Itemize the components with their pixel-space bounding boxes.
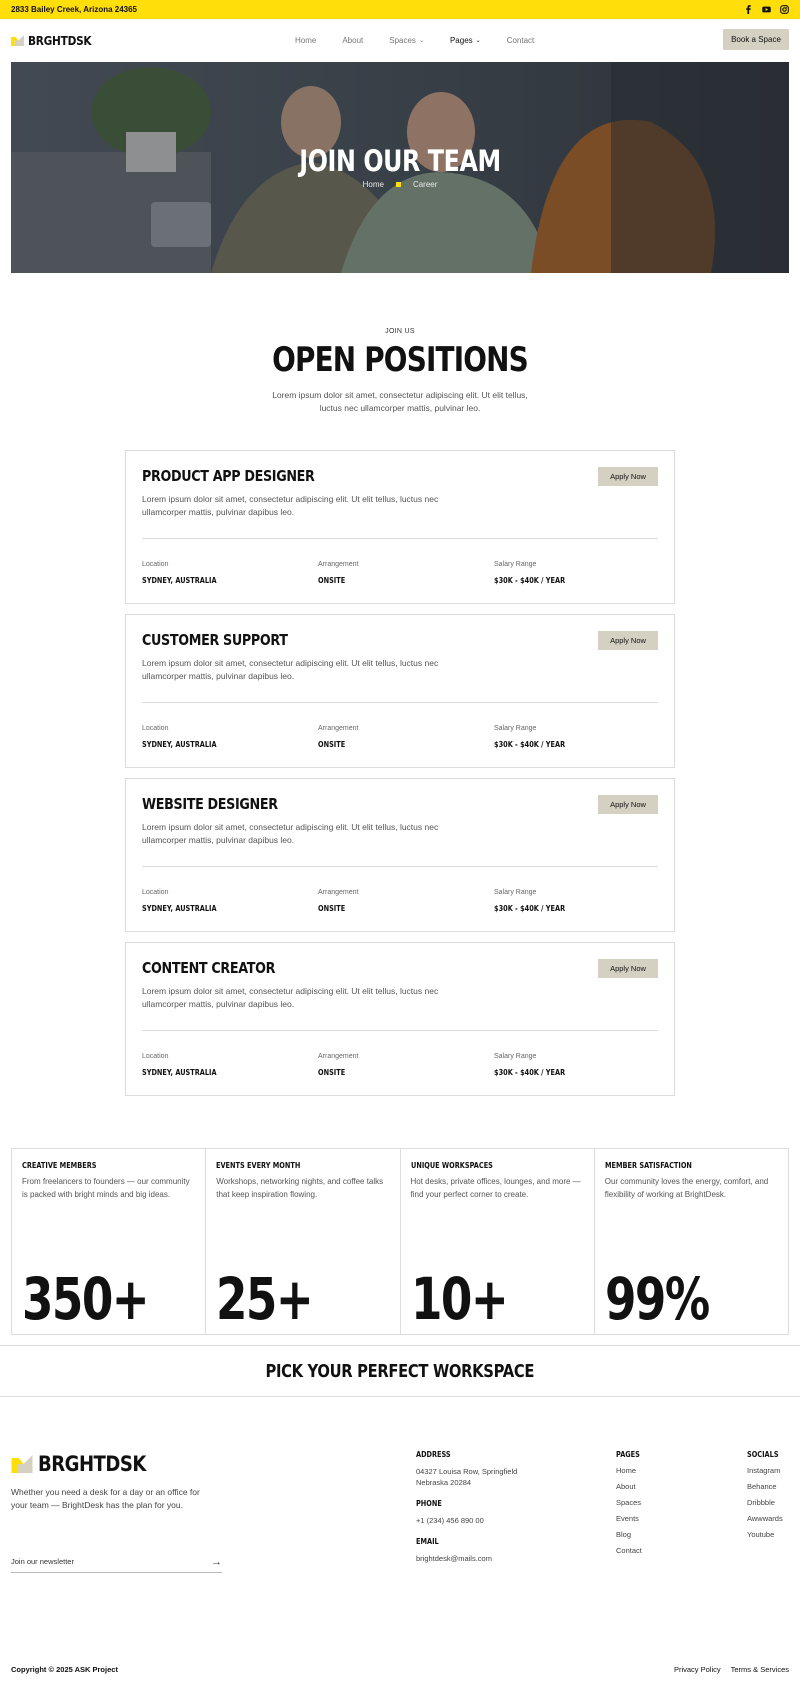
job-card bbox=[125, 614, 675, 768]
top-bar bbox=[0, 0, 800, 19]
meta-label: Location bbox=[142, 561, 169, 568]
footer-phone[interactable]: +1 (234) 456 890 00 bbox=[416, 1516, 484, 1525]
stat-value: 99% bbox=[604, 1265, 709, 1333]
meta-value: ONSITE bbox=[318, 1068, 346, 1077]
meta-value: SYDNEY, AUSTRALIA bbox=[142, 576, 217, 585]
job-title: PRODUCT APP DESIGNER bbox=[142, 467, 315, 485]
apply-now-button[interactable]: Apply Now bbox=[598, 467, 658, 486]
address-line: Nebraska 20284 bbox=[416, 1478, 472, 1487]
terms-link[interactable]: Terms & Services bbox=[730, 1665, 789, 1674]
nav-item-label: Contact bbox=[506, 36, 535, 45]
footer-link-awwwards[interactable]: Awwwards bbox=[747, 1514, 783, 1523]
meta-label: Salary Range bbox=[494, 1053, 537, 1060]
footer-pages bbox=[616, 1450, 645, 1562]
section-subtitle: Lorem ipsum dolor sit amet, consectetur adipiscing elit. Ut elit tellus, luctus nec ullamcorper mattis, pulvinar leo. bbox=[272, 390, 528, 413]
meta-label: Arrangement bbox=[318, 889, 359, 896]
meta-label: Location bbox=[142, 725, 169, 732]
chevron-down-icon: ⌄ bbox=[418, 38, 424, 44]
meta-label: Arrangement bbox=[318, 1053, 359, 1060]
job-description: Lorem ipsum dolor sit amet, consectetur adipiscing elit. Ut elit tellus, luctus nec ullamcorper mattis, pulvinar dapibus leo. bbox=[142, 658, 439, 681]
stats-grid bbox=[11, 1148, 789, 1335]
job-card bbox=[125, 450, 675, 604]
youtube-icon[interactable] bbox=[762, 5, 771, 14]
stat-description: Workshops, networking nights, and coffee talks that keep inspiration flowing. bbox=[216, 1177, 384, 1199]
main-nav bbox=[0, 19, 800, 62]
top-address: 2833 Bailey Creek, Arizona 24365 bbox=[11, 5, 138, 14]
breadcrumb-home[interactable]: Home bbox=[362, 180, 384, 189]
job-arrangement bbox=[318, 1053, 358, 1077]
footer-heading-address: ADDRESS bbox=[416, 1450, 451, 1459]
nav-item-home[interactable] bbox=[295, 36, 316, 45]
job-salary bbox=[494, 561, 581, 585]
apply-now-button[interactable]: Apply Now bbox=[598, 795, 658, 814]
job-arrangement bbox=[318, 561, 358, 585]
stat-value: 25+ bbox=[216, 1265, 313, 1333]
stat-description: Our community loves the energy, comfort, and flexibility of working at BrightDesk. bbox=[604, 1177, 769, 1199]
stat-card bbox=[12, 1149, 206, 1334]
job-card bbox=[125, 778, 675, 932]
divider bbox=[142, 702, 658, 703]
job-arrangement bbox=[318, 889, 358, 913]
footer-link-spaces[interactable]: Spaces bbox=[616, 1498, 642, 1507]
workspace-banner-title: PICK YOUR PERFECT WORKSPACE bbox=[265, 1360, 535, 1382]
brand-logo[interactable] bbox=[11, 34, 100, 48]
meta-label: Location bbox=[142, 889, 169, 896]
stat-title: UNIQUE WORKSPACES bbox=[410, 1161, 493, 1170]
stat-card bbox=[595, 1149, 788, 1334]
job-location bbox=[142, 561, 233, 585]
meta-value: ONSITE bbox=[318, 740, 346, 749]
stat-title: CREATIVE MEMBERS bbox=[22, 1161, 97, 1170]
job-card bbox=[125, 942, 675, 1096]
meta-value: ONSITE bbox=[318, 576, 346, 585]
logo-mark-icon bbox=[11, 35, 24, 46]
footer-link-blog[interactable]: Blog bbox=[616, 1530, 632, 1539]
newsletter-input[interactable] bbox=[11, 1551, 222, 1573]
job-salary bbox=[494, 725, 581, 749]
stat-value: 10+ bbox=[410, 1265, 507, 1333]
footer-link-events[interactable]: Events bbox=[616, 1514, 639, 1523]
job-arrangement bbox=[318, 725, 358, 749]
legal-links bbox=[674, 1665, 789, 1674]
hero-banner bbox=[11, 62, 789, 273]
meta-label: Salary Range bbox=[494, 725, 537, 732]
meta-value: $30K - $40K / YEAR bbox=[494, 740, 566, 749]
nav-item-contact[interactable] bbox=[507, 36, 535, 45]
footer-description: Whether you need a desk for a day or an office for your team — BrightDesk has the plan for you. bbox=[11, 1487, 200, 1510]
stat-title: MEMBER SATISFACTION bbox=[604, 1161, 692, 1170]
footer-brand-name: BRGHTDSK bbox=[38, 1452, 146, 1476]
job-description: Lorem ipsum dolor sit amet, consectetur adipiscing elit. Ut elit tellus, luctus nec ullamcorper mattis, pulvinar dapibus leo. bbox=[142, 986, 439, 1009]
nav-item-label: About bbox=[342, 36, 364, 45]
meta-label: Location bbox=[142, 1053, 169, 1060]
meta-value: $30K - $40K / YEAR bbox=[494, 904, 566, 913]
section-eyebrow: JOIN US bbox=[385, 328, 415, 335]
logo-mark-icon bbox=[11, 1455, 33, 1473]
stat-description: From freelancers to founders — our community is packed with bright minds and big ideas. bbox=[22, 1177, 190, 1199]
job-title: CONTENT CREATOR bbox=[142, 959, 276, 977]
nav-menu bbox=[295, 19, 560, 62]
meta-label: Arrangement bbox=[318, 561, 359, 568]
stat-card bbox=[401, 1149, 595, 1334]
meta-value: SYDNEY, AUSTRALIA bbox=[142, 1068, 217, 1077]
footer-socials bbox=[747, 1450, 785, 1546]
divider bbox=[142, 538, 658, 539]
footer-link-youtube[interactable]: Youtube bbox=[747, 1530, 775, 1539]
divider bbox=[142, 866, 658, 867]
section-title: OPEN POSITIONS bbox=[272, 340, 528, 380]
meta-value: ONSITE bbox=[318, 904, 346, 913]
breadcrumb-separator bbox=[396, 182, 401, 187]
address-line: 04327 Louisa Row, Springfield bbox=[416, 1467, 518, 1476]
footer-email[interactable]: brightdesk@mails.com bbox=[416, 1554, 492, 1563]
meta-label: Arrangement bbox=[318, 725, 359, 732]
meta-value: SYDNEY, AUSTRALIA bbox=[142, 904, 217, 913]
nav-item-pages[interactable] bbox=[450, 36, 481, 45]
instagram-icon[interactable] bbox=[780, 5, 789, 14]
footer-link-contact[interactable]: Contact bbox=[616, 1546, 642, 1555]
footer-heading-email: EMAIL bbox=[416, 1537, 439, 1546]
divider bbox=[142, 1030, 658, 1031]
footer-link-about[interactable]: About bbox=[616, 1482, 636, 1491]
job-location bbox=[142, 1053, 233, 1077]
newsletter-placeholder: Join our newsletter bbox=[11, 1557, 74, 1566]
footer-link-dribbble[interactable]: Dribbble bbox=[747, 1498, 775, 1507]
nav-item-label: Spaces bbox=[389, 36, 416, 45]
job-location bbox=[142, 725, 233, 749]
footer-link-home[interactable]: Home bbox=[616, 1466, 637, 1475]
job-salary bbox=[494, 1053, 581, 1077]
nav-item-about[interactable] bbox=[342, 36, 363, 45]
brand-name: BRGHTDSK bbox=[28, 33, 92, 48]
footer-heading-pages: PAGES bbox=[616, 1450, 640, 1459]
top-socials bbox=[744, 5, 789, 14]
meta-value: SYDNEY, AUSTRALIA bbox=[142, 740, 217, 749]
stat-description: Hot desks, private offices, lounges, and more — find your perfect corner to create. bbox=[410, 1177, 581, 1199]
footer-logo[interactable] bbox=[11, 1452, 163, 1476]
nav-item-label: Home bbox=[295, 36, 317, 45]
breadcrumb bbox=[11, 180, 789, 189]
workspace-banner bbox=[0, 1345, 800, 1397]
chevron-down-icon: ⌄ bbox=[475, 38, 481, 44]
apply-now-button[interactable]: Apply Now bbox=[598, 959, 658, 978]
footer-link-behance[interactable]: Behance bbox=[747, 1482, 777, 1491]
meta-label: Salary Range bbox=[494, 889, 537, 896]
arrow-right-icon[interactable]: → bbox=[211, 1555, 222, 1568]
privacy-policy-link[interactable]: Privacy Policy bbox=[673, 1665, 721, 1674]
facebook-icon[interactable] bbox=[744, 5, 753, 14]
meta-value: $30K - $40K / YEAR bbox=[494, 576, 566, 585]
stat-card bbox=[206, 1149, 400, 1334]
job-title: CUSTOMER SUPPORT bbox=[142, 631, 288, 649]
job-description: Lorem ipsum dolor sit amet, consectetur adipiscing elit. Ut elit tellus, luctus nec ullamcorper mattis, pulvinar dapibus leo. bbox=[142, 494, 439, 517]
nav-item-label: Pages bbox=[449, 36, 473, 45]
copyright: Copyright © 2025 ASK Project bbox=[11, 1665, 118, 1674]
breadcrumb-current: Career bbox=[412, 180, 438, 189]
job-description: Lorem ipsum dolor sit amet, consectetur adipiscing elit. Ut elit tellus, luctus nec ullamcorper mattis, pulvinar dapibus leo. bbox=[142, 822, 439, 845]
meta-value: $30K - $40K / YEAR bbox=[494, 1068, 566, 1077]
footer-heading-phone: PHONE bbox=[416, 1499, 442, 1508]
job-location bbox=[142, 889, 233, 913]
job-salary bbox=[494, 889, 581, 913]
job-title: WEBSITE DESIGNER bbox=[142, 795, 278, 813]
apply-now-button[interactable]: Apply Now bbox=[598, 631, 658, 650]
hero-title: JOIN OUR TEAM bbox=[299, 144, 501, 178]
stat-title: EVENTS EVERY MONTH bbox=[216, 1161, 301, 1170]
footer-link-instagram[interactable]: Instagram bbox=[747, 1466, 781, 1475]
footer-heading-socials: SOCIALS bbox=[747, 1450, 779, 1459]
book-space-button[interactable]: Book a Space bbox=[723, 29, 789, 50]
footer-contact bbox=[416, 1450, 517, 1564]
stat-value: 350+ bbox=[22, 1265, 149, 1333]
nav-item-spaces[interactable] bbox=[389, 36, 424, 45]
meta-label: Salary Range bbox=[494, 561, 537, 568]
